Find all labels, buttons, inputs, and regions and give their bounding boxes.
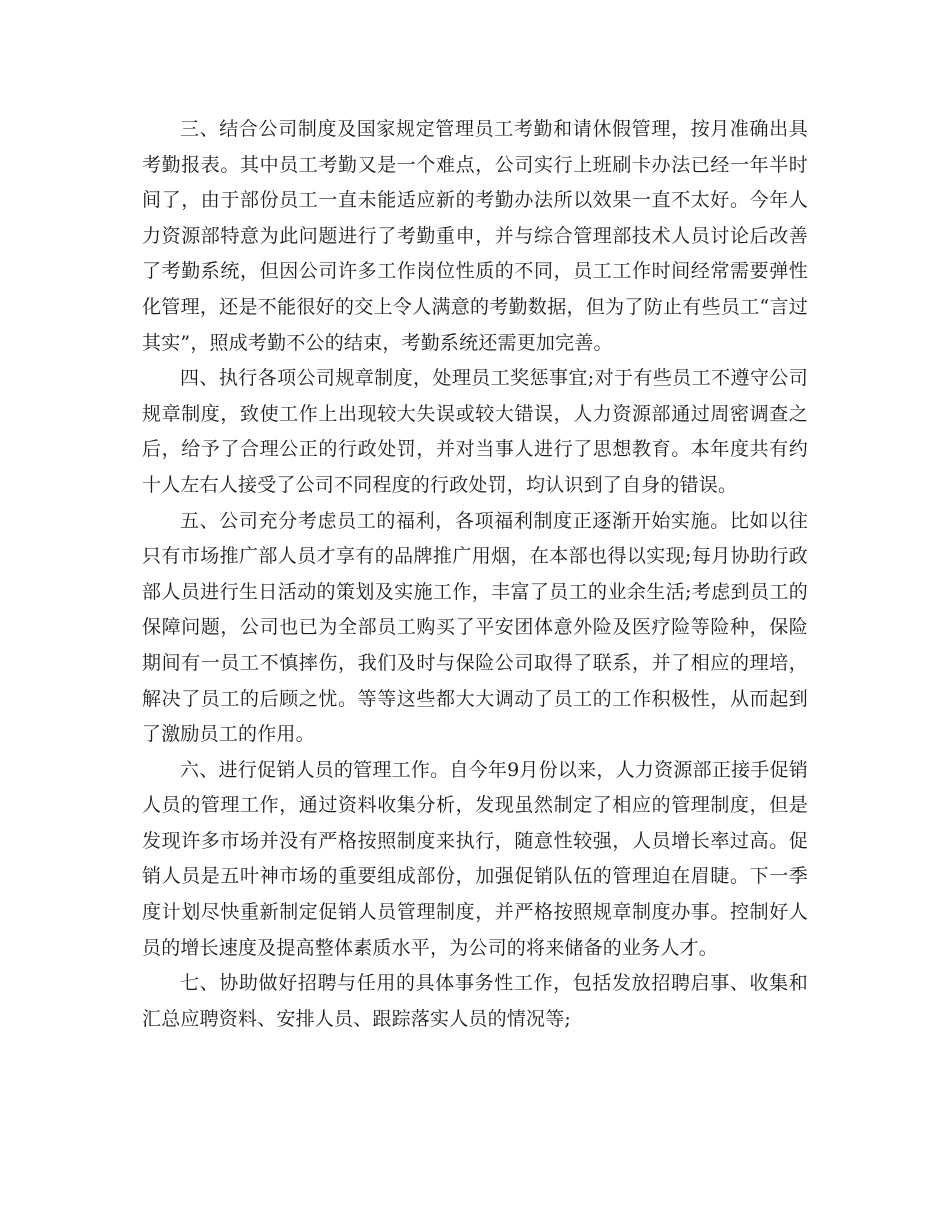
paragraph-welfare: 五、公司充分考虑员工的福利，各项福利制度正逐渐开始实施。比如以往只有市场推广部人员才享有的品牌推广用烟，在本部也得以实现;每月协助行政部人员进行生日活动的策划及实施工作，丰富了员工的业余生活;考虑到员工的保障问题，公司也已为全部员工购买了平安团体意外险及医疗险等险种，保险期间有一员工不慎摔伤，我们及时与保险公司取得了联系，并了相应的理培，解决了员工的后顾之忧。等等这些都大大调动了员工的工作积极性，从而起到了激励员工的作用。 xyxy=(142,509,808,746)
paragraph-promoter-management: 六、进行促销人员的管理工作。自今年9月份以来，人力资源部正接手促销人员的管理工作，通过资料收集分析，发现虽然制定了相应的管理制度，但是发现许多市场并没有严格按照制度来执行，随意性较强，人员增长率过高。促销人员是五叶神市场的重要组成部份，加强促销队伍的管理迫在眉睫。下一季度计划尽快重新制定促销人员管理制度，并严格按照规章制度办事。控制好人员的增长速度及提高整体素质水平，为公司的将来储备的业务人才。 xyxy=(142,758,808,959)
paragraph-rules-discipline: 四、执行各项公司规章制度，处理员工奖惩事宜;对于有些员工不遵守公司规章制度，致使工作上出现较大失误或较大错误，人力资源部通过周密调查之后，给予了合理公正的行政处罚，并对当事人进行了思想教育。本年度共有约十人左右人接受了公司不同程度的行政处罚，均认识到了自身的错误。 xyxy=(142,367,808,496)
paragraph-attendance: 三、结合公司制度及国家规定管理员工考勤和请休假管理，按月准确出具考勤报表。其中员工考勤又是一个难点，公司实行上班刷卡办法已经一年半时间了，由于部份员工一直未能适应新的考勤办法所以效果一直不太好。今年人力资源部特意为此问题进行了考勤重申，并与综合管理部技术人员讨论后改善了考勤系统，但因公司许多工作岗位性质的不同，员工工作时间经常需要弹性化管理，还是不能很好的交上令人满意的考勤数据，但为了防止有些员工“言过其实”，照成考勤不公的结束，考勤系统还需更加完善。 xyxy=(142,118,808,354)
paragraph-recruitment: 七、协助做好招聘与任用的具体事务性工作，包括发放招聘启事、收集和汇总应聘资料、安排人员、跟踪落实人员的情况等; xyxy=(142,972,808,1030)
document-body xyxy=(142,112,808,1037)
